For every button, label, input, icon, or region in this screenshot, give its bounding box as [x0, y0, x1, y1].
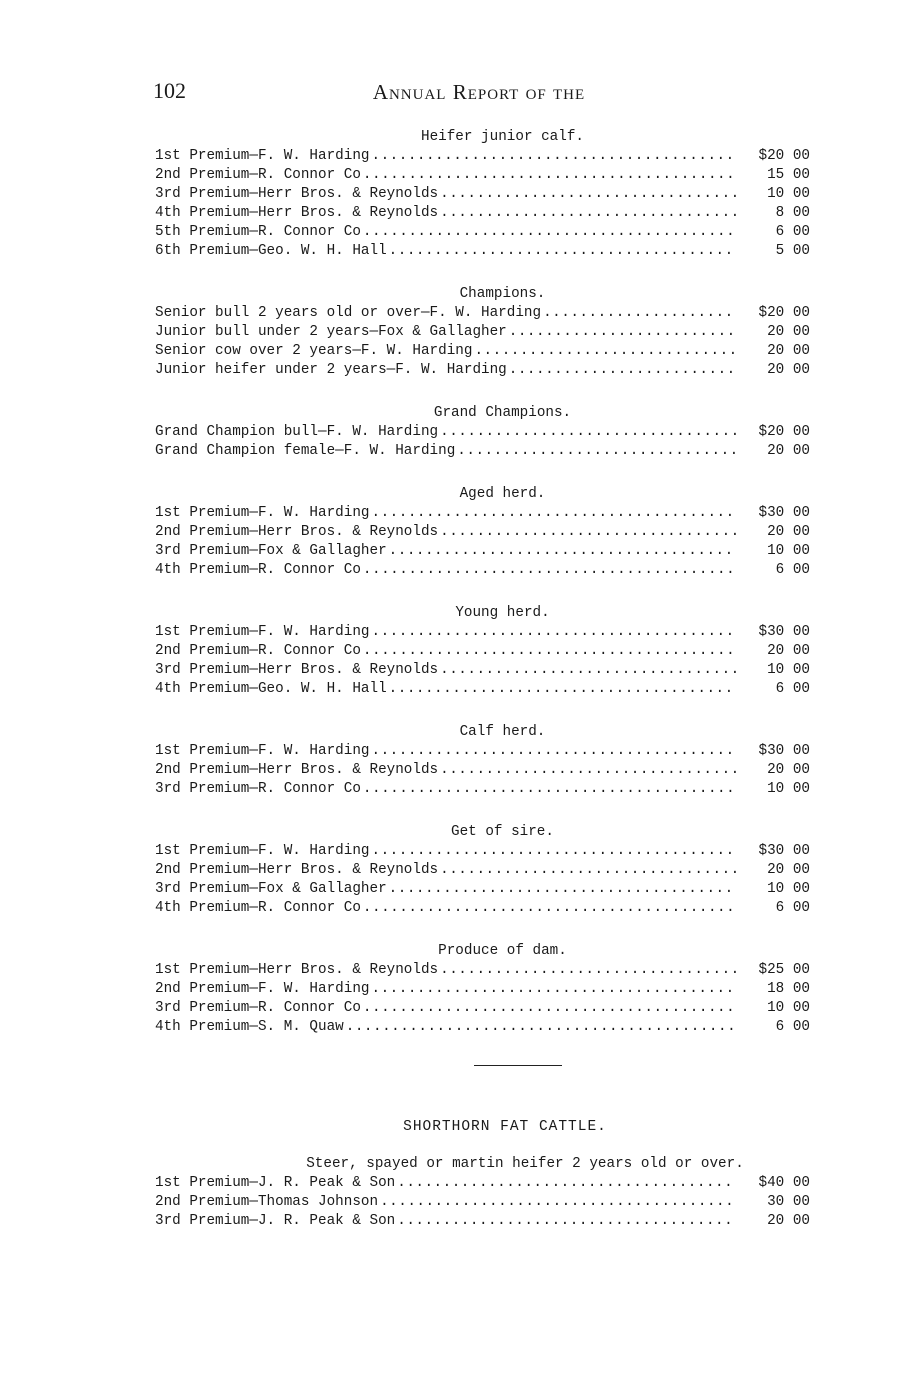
premium-amount: $30 00 [758, 624, 810, 640]
premium-amount: $20 00 [758, 148, 810, 164]
premium-section [155, 823, 810, 918]
premium-amount: 15 00 [767, 167, 810, 183]
premium-amount: 6 00 [775, 224, 810, 240]
dot-leader [397, 1212, 736, 1231]
premium-label: 3rd Premium—Fox & Gallagher [155, 881, 387, 897]
premium-label: 1st Premium—J. R. Peak & Son [155, 1175, 396, 1191]
dot-leader [389, 542, 736, 561]
premium-section [155, 485, 810, 580]
premium-row [155, 1174, 810, 1193]
premium-row [155, 642, 810, 661]
dot-leader [363, 223, 736, 242]
section-title: Get of sire. [451, 824, 554, 840]
section-title: Grand Champions. [433, 405, 572, 421]
premium-label: 5th Premium—R. Connor Co [155, 224, 361, 240]
dot-leader [543, 304, 736, 323]
premium-row [155, 323, 810, 342]
premium-row [155, 185, 810, 204]
premium-row [155, 880, 810, 899]
dot-leader [372, 147, 737, 166]
premium-amount: 20 00 [767, 643, 810, 659]
dot-leader [397, 1174, 736, 1193]
premium-section [155, 404, 810, 461]
dot-leader [363, 642, 736, 661]
fat-cattle-heading: SHORTHORN FAT CATTLE. [403, 1119, 607, 1135]
premium-row [155, 166, 810, 185]
premium-label: 1st Premium—F. W. Harding [155, 148, 370, 164]
premium-label: 4th Premium—S. M. Quaw [155, 1019, 344, 1035]
premium-label: 3rd Premium—Fox & Gallagher [155, 543, 387, 559]
premium-row [155, 1212, 810, 1231]
running-title: Annual Report of the [372, 80, 586, 104]
premium-row [155, 999, 810, 1018]
premium-amount: 20 00 [767, 862, 810, 878]
dot-leader [440, 761, 736, 780]
dot-leader [440, 423, 736, 442]
dot-leader [363, 999, 736, 1018]
premium-amount: 10 00 [767, 543, 810, 559]
fat-cattle-subheading: Steer, spayed or martin heifer 2 years old or over. [306, 1156, 744, 1172]
premium-label: 4th Premium—R. Connor Co [155, 562, 361, 578]
premium-amount: $20 00 [758, 424, 810, 440]
premium-sections [155, 128, 810, 1037]
dot-leader [363, 899, 736, 918]
premium-amount: 30 00 [767, 1194, 810, 1210]
section-title: Aged herd. [459, 486, 546, 502]
premium-row [155, 361, 810, 380]
dot-leader [440, 185, 736, 204]
page-header [153, 78, 805, 108]
dot-leader [380, 1193, 736, 1212]
fat-cattle-rows [155, 1174, 810, 1231]
premium-label: 4th Premium—R. Connor Co [155, 900, 361, 916]
dot-leader [457, 442, 736, 461]
premium-row [155, 442, 810, 461]
premium-label: 2nd Premium—Herr Bros. & Reynolds [155, 524, 439, 540]
dot-leader [372, 504, 737, 523]
premium-label: 6th Premium—Geo. W. H. Hall [155, 243, 387, 259]
dot-leader [509, 361, 736, 380]
dot-leader [440, 204, 736, 223]
premium-amount: 5 00 [775, 243, 810, 259]
premium-amount: 6 00 [775, 900, 810, 916]
premium-row [155, 523, 810, 542]
premium-row [155, 761, 810, 780]
premium-label: Junior heifer under 2 years—F. W. Harding [155, 362, 507, 378]
premium-amount: 20 00 [767, 324, 810, 340]
dot-leader [372, 742, 737, 761]
section-title: Heifer junior calf. [420, 129, 584, 145]
dot-leader [372, 980, 737, 999]
premium-section [155, 285, 810, 380]
premium-amount: 8 00 [775, 205, 810, 221]
premium-row [155, 147, 810, 166]
dot-leader [509, 323, 736, 342]
dot-leader [389, 680, 736, 699]
premium-amount: $40 00 [758, 1175, 810, 1191]
premium-row [155, 223, 810, 242]
premium-row [155, 342, 810, 361]
premium-row [155, 423, 810, 442]
premium-label: 3rd Premium—R. Connor Co [155, 1000, 361, 1016]
premium-label: Senior cow over 2 years—F. W. Harding [155, 343, 473, 359]
premium-section [155, 604, 810, 699]
premium-label: 1st Premium—F. W. Harding [155, 624, 370, 640]
premium-section [155, 128, 810, 261]
premium-amount: $20 00 [758, 305, 810, 321]
premium-amount: $30 00 [758, 843, 810, 859]
premium-row [155, 1193, 810, 1212]
premium-amount: 6 00 [775, 562, 810, 578]
dot-leader [389, 880, 736, 899]
dot-leader [372, 842, 737, 861]
premium-label: 1st Premium—F. W. Harding [155, 843, 370, 859]
premium-amount: $25 00 [758, 962, 810, 978]
premium-row [155, 242, 810, 261]
premium-label: 3rd Premium—J. R. Peak & Son [155, 1213, 396, 1229]
premium-label: 1st Premium—F. W. Harding [155, 743, 370, 759]
premium-amount: 10 00 [767, 1000, 810, 1016]
dot-leader [389, 242, 736, 261]
premium-row [155, 980, 810, 999]
premium-label: 2nd Premium—R. Connor Co [155, 167, 361, 183]
premium-amount: 18 00 [767, 981, 810, 997]
premium-label: 2nd Premium—R. Connor Co [155, 643, 361, 659]
dot-leader [372, 623, 737, 642]
premium-row [155, 504, 810, 523]
premium-label: 1st Premium—Herr Bros. & Reynolds [155, 962, 439, 978]
premium-row [155, 780, 810, 799]
premium-row [155, 623, 810, 642]
premium-label: Junior bull under 2 years—Fox & Gallagher [155, 324, 507, 340]
premium-amount: 10 00 [767, 662, 810, 678]
dot-leader [474, 342, 736, 361]
dot-leader [363, 166, 736, 185]
premium-label: 3rd Premium—Herr Bros. & Reynolds [155, 186, 439, 202]
premium-label: 4th Premium—Herr Bros. & Reynolds [155, 205, 439, 221]
premium-list [155, 128, 810, 1231]
premium-amount: 20 00 [767, 343, 810, 359]
premium-amount: $30 00 [758, 505, 810, 521]
dot-leader [440, 961, 736, 980]
premium-amount: 20 00 [767, 524, 810, 540]
premium-row [155, 304, 810, 323]
premium-row [155, 861, 810, 880]
premium-row [155, 661, 810, 680]
premium-amount: 10 00 [767, 881, 810, 897]
section-title: Produce of dam. [438, 943, 567, 959]
premium-label: 3rd Premium—R. Connor Co [155, 781, 361, 797]
premium-amount: 6 00 [775, 1019, 810, 1035]
premium-label: 2nd Premium—F. W. Harding [155, 981, 370, 997]
premium-label: 2nd Premium—Herr Bros. & Reynolds [155, 862, 439, 878]
premium-row [155, 561, 810, 580]
premium-amount: 6 00 [775, 681, 810, 697]
dot-leader [440, 523, 736, 542]
premium-label: 3rd Premium—Herr Bros. & Reynolds [155, 662, 439, 678]
dot-leader [440, 661, 736, 680]
premium-label: Senior bull 2 years old or over—F. W. Harding [155, 305, 542, 321]
premium-row [155, 204, 810, 223]
premium-section [155, 723, 810, 799]
premium-amount: 20 00 [767, 443, 810, 459]
premium-amount: 20 00 [767, 1213, 810, 1229]
premium-label: 4th Premium—Geo. W. H. Hall [155, 681, 387, 697]
premium-row [155, 1018, 810, 1037]
premium-row [155, 899, 810, 918]
premium-amount: 20 00 [767, 362, 810, 378]
premium-amount: 10 00 [767, 781, 810, 797]
premium-section [155, 942, 810, 1037]
premium-amount: 10 00 [767, 186, 810, 202]
premium-row [155, 680, 810, 699]
dot-leader [346, 1018, 736, 1037]
dot-leader [363, 561, 736, 580]
premium-label: 1st Premium—F. W. Harding [155, 505, 370, 521]
premium-label: Grand Champion female—F. W. Harding [155, 443, 456, 459]
premium-row [155, 961, 810, 980]
premium-amount: 20 00 [767, 762, 810, 778]
premium-row [155, 842, 810, 861]
premium-label: 2nd Premium—Herr Bros. & Reynolds [155, 762, 439, 778]
premium-amount: $30 00 [758, 743, 810, 759]
premium-row [155, 742, 810, 761]
premium-label: Grand Champion bull—F. W. Harding [155, 424, 439, 440]
dot-leader [363, 780, 736, 799]
premium-label: 2nd Premium—Thomas Johnson [155, 1194, 379, 1210]
section-title: Young herd. [455, 605, 550, 621]
section-divider [474, 1065, 562, 1066]
dot-leader [440, 861, 736, 880]
premium-row [155, 542, 810, 561]
section-title: Champions. [459, 286, 546, 302]
section-title: Calf herd. [459, 724, 546, 740]
page-number: 102 [153, 78, 186, 103]
